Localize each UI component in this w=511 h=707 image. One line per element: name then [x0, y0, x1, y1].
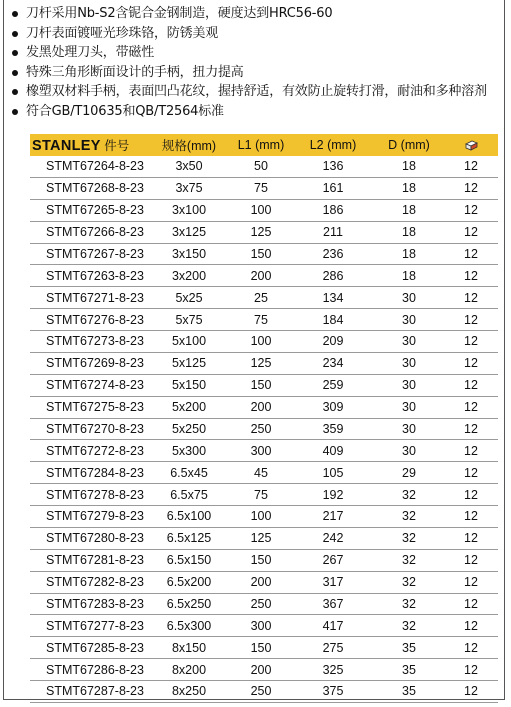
cell-l1: 100 — [230, 199, 292, 221]
cell-l1: 300 — [230, 615, 292, 637]
cell-spec: 3x150 — [148, 243, 230, 265]
table-row — [30, 221, 498, 243]
cell-spec: 6.5x250 — [148, 593, 230, 615]
feature-item: 符合GB/T10635和QB/T2564标准 — [12, 102, 502, 122]
cell-pack-qty: 12 — [444, 265, 498, 287]
cell-model: STMT67274-8-23 — [30, 374, 148, 396]
cell-model: STMT67265-8-23 — [30, 199, 148, 221]
cell-model: STMT67284-8-23 — [30, 462, 148, 484]
spec-table — [30, 134, 498, 703]
cell-model: STMT67273-8-23 — [30, 331, 148, 353]
cell-d: 32 — [374, 571, 444, 593]
header-model — [30, 134, 148, 156]
stanley-logo: STANLEY — [32, 138, 101, 154]
table-body — [30, 156, 498, 702]
cell-d: 18 — [374, 177, 444, 199]
cell-l2: 217 — [292, 506, 374, 528]
cell-pack-qty: 12 — [444, 527, 498, 549]
cell-l2: 105 — [292, 462, 374, 484]
cell-pack-qty: 12 — [444, 637, 498, 659]
table-row — [30, 637, 498, 659]
table-row — [30, 396, 498, 418]
cell-l2: 136 — [292, 156, 374, 177]
cell-d: 35 — [374, 681, 444, 703]
cell-spec: 6.5x45 — [148, 462, 230, 484]
cell-model: STMT67269-8-23 — [30, 352, 148, 374]
cell-d: 35 — [374, 637, 444, 659]
cell-l1: 75 — [230, 309, 292, 331]
cell-l1: 50 — [230, 156, 292, 177]
cell-l2: 192 — [292, 484, 374, 506]
cell-l1: 125 — [230, 221, 292, 243]
header-spec: 规格(mm) — [148, 134, 230, 156]
table-row — [30, 243, 498, 265]
header-d: D (mm) — [374, 134, 444, 156]
cell-model: STMT67287-8-23 — [30, 681, 148, 703]
cell-d: 18 — [374, 199, 444, 221]
feature-item: 刀杆采用Nb-S2含铌合金钢制造，硬度达到HRC56-60 — [12, 4, 502, 24]
cell-pack-qty: 12 — [444, 615, 498, 637]
cell-l1: 125 — [230, 527, 292, 549]
cell-d: 18 — [374, 156, 444, 177]
cell-model: STMT67272-8-23 — [30, 440, 148, 462]
bullet-icon — [12, 109, 18, 115]
cell-pack-qty: 12 — [444, 659, 498, 681]
cell-model: STMT67276-8-23 — [30, 309, 148, 331]
cell-d: 32 — [374, 615, 444, 637]
cell-model: STMT67278-8-23 — [30, 484, 148, 506]
cell-l1: 150 — [230, 374, 292, 396]
cell-l2: 317 — [292, 571, 374, 593]
cell-l2: 242 — [292, 527, 374, 549]
cell-model: STMT67264-8-23 — [30, 156, 148, 177]
cell-model: STMT67280-8-23 — [30, 527, 148, 549]
cell-spec: 8x150 — [148, 637, 230, 659]
cell-spec: 5x100 — [148, 331, 230, 353]
cell-d: 29 — [374, 462, 444, 484]
cell-spec: 6.5x125 — [148, 527, 230, 549]
feature-item: 橡塑双材料手柄，表面凹凸花纹，握持舒适，有效防止旋转打滑，耐油和多种溶剂 — [12, 82, 502, 102]
bullet-icon — [12, 70, 18, 76]
cell-l2: 325 — [292, 659, 374, 681]
cell-pack-qty: 12 — [444, 484, 498, 506]
cell-pack-qty: 12 — [444, 571, 498, 593]
cell-pack-qty: 12 — [444, 396, 498, 418]
cell-d: 30 — [374, 418, 444, 440]
cell-spec: 5x300 — [148, 440, 230, 462]
header-model-label: 件号 — [104, 139, 130, 153]
table-row — [30, 440, 498, 462]
cell-model: STMT67279-8-23 — [30, 506, 148, 528]
feature-item: 刀杆表面镀哑光珍珠铬，防锈美观 — [12, 24, 502, 44]
cell-pack-qty: 12 — [444, 177, 498, 199]
table-row — [30, 418, 498, 440]
header-l2: L2 (mm) — [292, 134, 374, 156]
cell-model: STMT67270-8-23 — [30, 418, 148, 440]
table-row — [30, 156, 498, 177]
cell-pack-qty: 12 — [444, 352, 498, 374]
bullet-icon — [12, 89, 18, 95]
bullet-icon — [12, 11, 18, 17]
cell-spec: 5x75 — [148, 309, 230, 331]
cell-d: 30 — [374, 396, 444, 418]
cell-pack-qty: 12 — [444, 593, 498, 615]
cell-l2: 209 — [292, 331, 374, 353]
cell-pack-qty: 12 — [444, 418, 498, 440]
cell-model: STMT67283-8-23 — [30, 593, 148, 615]
cell-model: STMT67275-8-23 — [30, 396, 148, 418]
cell-l1: 75 — [230, 177, 292, 199]
cell-pack-qty: 12 — [444, 462, 498, 484]
cell-l1: 100 — [230, 331, 292, 353]
cell-d: 18 — [374, 221, 444, 243]
table-row — [30, 352, 498, 374]
cell-l2: 259 — [292, 374, 374, 396]
cell-l1: 200 — [230, 396, 292, 418]
cell-l2: 134 — [292, 287, 374, 309]
cell-l1: 200 — [230, 265, 292, 287]
table-row — [30, 527, 498, 549]
cell-spec: 3x125 — [148, 221, 230, 243]
cell-l1: 250 — [230, 681, 292, 703]
table-row — [30, 287, 498, 309]
cell-model: STMT67277-8-23 — [30, 615, 148, 637]
cell-spec: 3x75 — [148, 177, 230, 199]
table-row — [30, 571, 498, 593]
table-row — [30, 177, 498, 199]
cell-spec: 5x200 — [148, 396, 230, 418]
cell-model: STMT67263-8-23 — [30, 265, 148, 287]
cell-l2: 234 — [292, 352, 374, 374]
cell-pack-qty: 12 — [444, 156, 498, 177]
cell-model: STMT67268-8-23 — [30, 177, 148, 199]
table-row — [30, 484, 498, 506]
table-row — [30, 615, 498, 637]
table-header-row — [30, 134, 498, 156]
cell-spec: 5x125 — [148, 352, 230, 374]
cell-l2: 359 — [292, 418, 374, 440]
cell-model: STMT67267-8-23 — [30, 243, 148, 265]
cell-spec: 6.5x200 — [148, 571, 230, 593]
cell-model: STMT67271-8-23 — [30, 287, 148, 309]
header-l1: L1 (mm) — [230, 134, 292, 156]
cell-pack-qty: 12 — [444, 287, 498, 309]
cell-l1: 150 — [230, 637, 292, 659]
cell-spec: 6.5x300 — [148, 615, 230, 637]
cell-pack-qty: 12 — [444, 309, 498, 331]
cell-l2: 286 — [292, 265, 374, 287]
cell-l1: 125 — [230, 352, 292, 374]
cell-l1: 45 — [230, 462, 292, 484]
cell-d: 30 — [374, 309, 444, 331]
cell-pack-qty: 12 — [444, 374, 498, 396]
cell-l1: 200 — [230, 659, 292, 681]
table-row — [30, 265, 498, 287]
cell-d: 18 — [374, 265, 444, 287]
cell-spec: 5x25 — [148, 287, 230, 309]
table-row — [30, 374, 498, 396]
cell-l2: 267 — [292, 549, 374, 571]
cell-d: 32 — [374, 527, 444, 549]
cell-l1: 250 — [230, 593, 292, 615]
bullet-icon — [12, 31, 18, 37]
cell-l2: 309 — [292, 396, 374, 418]
cell-d: 35 — [374, 659, 444, 681]
table-row — [30, 506, 498, 528]
header-pack — [444, 134, 498, 156]
cell-spec: 5x150 — [148, 374, 230, 396]
cell-d: 32 — [374, 549, 444, 571]
feature-list — [12, 4, 502, 122]
cell-spec: 3x50 — [148, 156, 230, 177]
cell-pack-qty: 12 — [444, 506, 498, 528]
cell-l2: 236 — [292, 243, 374, 265]
cell-d: 32 — [374, 593, 444, 615]
cell-spec: 8x200 — [148, 659, 230, 681]
cell-l2: 161 — [292, 177, 374, 199]
cell-spec: 3x200 — [148, 265, 230, 287]
cell-model: STMT67285-8-23 — [30, 637, 148, 659]
cell-l2: 211 — [292, 221, 374, 243]
cell-model: STMT67282-8-23 — [30, 571, 148, 593]
cell-d: 18 — [374, 243, 444, 265]
cell-d: 30 — [374, 440, 444, 462]
cell-l2: 417 — [292, 615, 374, 637]
table-row — [30, 593, 498, 615]
cell-d: 30 — [374, 374, 444, 396]
cell-pack-qty: 12 — [444, 243, 498, 265]
cell-pack-qty: 12 — [444, 221, 498, 243]
cell-l2: 375 — [292, 681, 374, 703]
cell-l2: 186 — [292, 199, 374, 221]
cell-spec: 8x250 — [148, 681, 230, 703]
table-row — [30, 549, 498, 571]
cell-model: STMT67266-8-23 — [30, 221, 148, 243]
feature-item: 发黑处理刀头，带磁性 — [12, 43, 502, 63]
cell-pack-qty: 12 — [444, 199, 498, 221]
cell-pack-qty: 12 — [444, 331, 498, 353]
table-row — [30, 199, 498, 221]
cell-l2: 184 — [292, 309, 374, 331]
table-row — [30, 309, 498, 331]
cell-d: 32 — [374, 484, 444, 506]
table-row — [30, 462, 498, 484]
feature-item: 特殊三角形断面设计的手柄，扭力提高 — [12, 63, 502, 83]
table-row — [30, 659, 498, 681]
package-icon — [465, 140, 478, 151]
cell-spec: 6.5x150 — [148, 549, 230, 571]
table-row — [30, 681, 498, 703]
bullet-icon — [12, 50, 18, 56]
cell-l1: 250 — [230, 418, 292, 440]
cell-l1: 150 — [230, 243, 292, 265]
cell-pack-qty: 12 — [444, 549, 498, 571]
cell-spec: 6.5x100 — [148, 506, 230, 528]
cell-model: STMT67286-8-23 — [30, 659, 148, 681]
cell-l2: 409 — [292, 440, 374, 462]
cell-spec: 3x100 — [148, 199, 230, 221]
cell-l1: 150 — [230, 549, 292, 571]
cell-l1: 100 — [230, 506, 292, 528]
cell-l1: 300 — [230, 440, 292, 462]
cell-spec: 6.5x75 — [148, 484, 230, 506]
cell-l1: 75 — [230, 484, 292, 506]
cell-l1: 200 — [230, 571, 292, 593]
cell-d: 30 — [374, 352, 444, 374]
cell-d: 32 — [374, 506, 444, 528]
cell-spec: 5x250 — [148, 418, 230, 440]
cell-pack-qty: 12 — [444, 440, 498, 462]
cell-d: 30 — [374, 287, 444, 309]
cell-d: 30 — [374, 331, 444, 353]
table-row — [30, 331, 498, 353]
cell-model: STMT67281-8-23 — [30, 549, 148, 571]
cell-l2: 367 — [292, 593, 374, 615]
cell-l2: 275 — [292, 637, 374, 659]
cell-l1: 25 — [230, 287, 292, 309]
cell-pack-qty: 12 — [444, 681, 498, 703]
